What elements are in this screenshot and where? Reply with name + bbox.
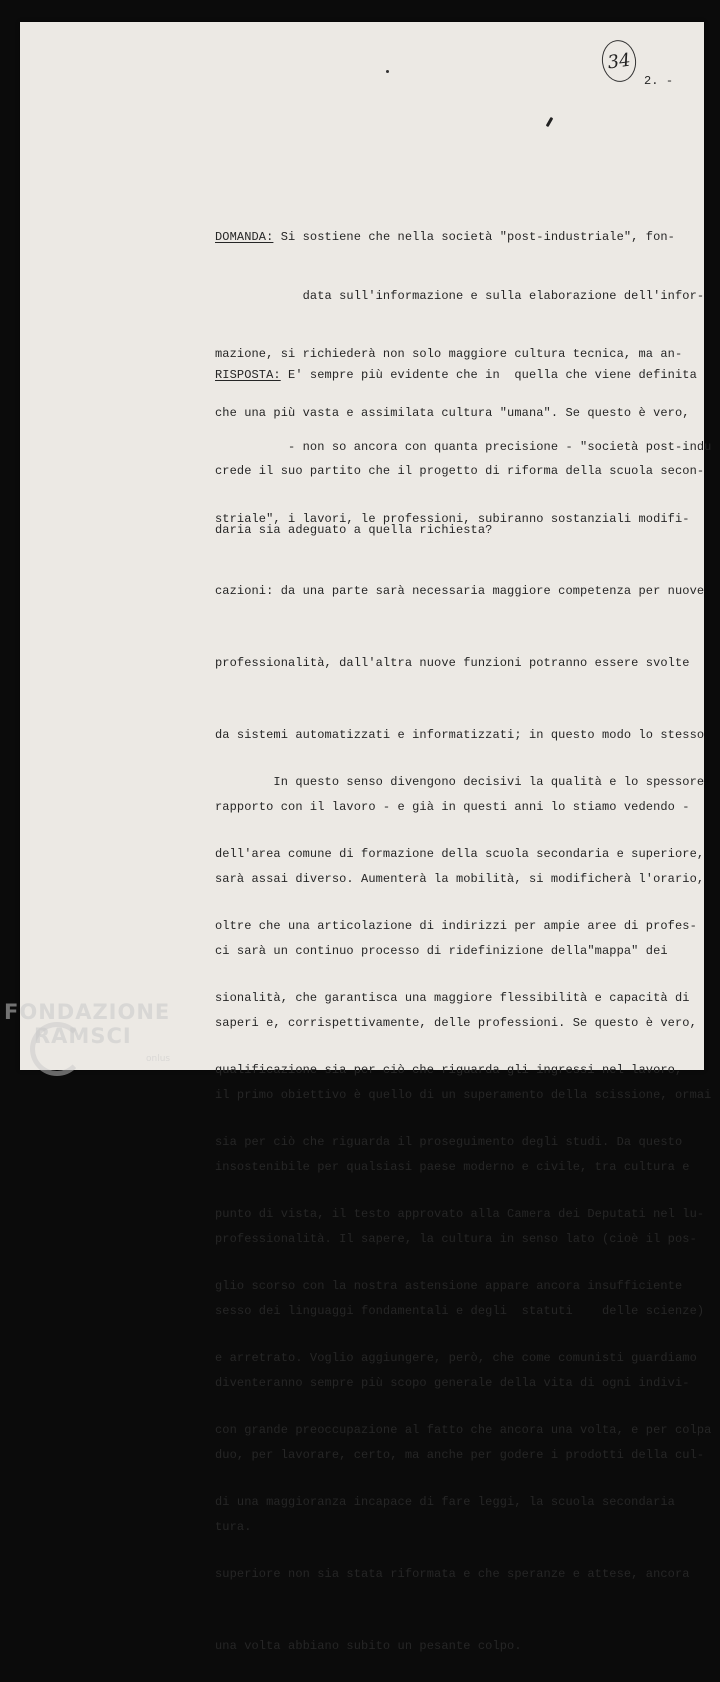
answer-line: da sistemi automatizzati e informatizzati; in questo modo lo stesso <box>215 728 705 742</box>
archive-number-stamp: 34 <box>599 38 639 84</box>
answer-line: glio scorso con la nostra astensione appare ancora insufficiente <box>215 1279 683 1293</box>
answer-line: ci sarà un continuo processo di ridefinizione della"mappa" dei <box>215 944 668 958</box>
foundation-watermark <box>4 1000 170 1048</box>
question-line: data sull'informazione e sulla elaborazione dell'infor- <box>215 288 705 303</box>
question-line: daria sia adeguato a quella richiesta? <box>215 522 493 537</box>
answer-line: superiore non sia stata riformata e che speranze e attese, ancora <box>215 1567 690 1581</box>
question-label: DOMANDA: <box>215 230 274 244</box>
answer-line: striale", i lavori, le professioni, subiranno sostanziali modifi- <box>215 512 690 526</box>
answer-line: duo, per lavorare, certo, ma anche per godere i prodotti della cul- <box>215 1448 705 1462</box>
answer-line: sesso dei linguaggi fondamentali e degli statuti delle scienze) <box>215 1304 705 1318</box>
answer-line: dell'area comune di formazione della scuola secondaria e superiore, <box>215 847 705 861</box>
answer-line: qualificazione sia per ciò che riguarda gli ingressi nel lavoro, <box>215 1063 683 1077</box>
answer-line: di una maggioranza incapace di fare leggi, la scuola secondaria <box>215 1495 675 1509</box>
watermark-line-2: RAMSCI <box>34 1024 132 1048</box>
answer-line: con grande preoccupazione al fatto che ancora una volta, e per colpa <box>215 1423 712 1437</box>
watermark-line-1: FONDAZIONE <box>4 1000 171 1024</box>
answer-label: RISPOSTA: <box>215 368 281 382</box>
ink-dot <box>386 70 389 73</box>
answer-line: il primo obiettivo è quello di un superamento della scissione, ormai <box>215 1088 712 1102</box>
watermark-g-logo-icon <box>30 1022 84 1076</box>
answer-line: punto di vista, il testo approvato alla Camera dei Deputati nel lu- <box>215 1207 705 1221</box>
answer-line: oltre che una articolazione di indirizzi per ampie aree di profes- <box>215 919 697 933</box>
answer-line: cazioni: da una parte sarà necessaria maggiore competenza per nuove <box>215 584 705 598</box>
answer-line: In questo senso divengono decisivi la qualità e lo spessore <box>215 775 705 789</box>
answer-line: una volta abbiano subito un pesante colpo. <box>215 1639 522 1653</box>
answer-line: diventeranno sempre più scopo generale della vita di ogni indivi- <box>215 1376 690 1390</box>
answer-line: sia per ciò che riguarda il proseguimento degli studi. Da questo <box>215 1135 683 1149</box>
answer-line: tura. <box>215 1520 252 1534</box>
answer-line: insostenibile per qualsiasi paese moderno e civile, tra cultura e <box>215 1160 690 1174</box>
page-number: 2. - <box>644 74 674 88</box>
question-line: crede il suo partito che il progetto di riforma della scuola secon- <box>215 464 705 478</box>
watermark-onlus: onlus <box>146 1054 171 1064</box>
answer-line: professionalità. Il sapere, la cultura in senso lato (cioè il pos- <box>215 1232 697 1246</box>
answer-line: e arretrato. Voglio aggiungere, però, che come comunisti guardiamo <box>215 1351 697 1365</box>
answer-line: professionalità, dall'altra nuove funzioni potranno essere svolte <box>215 656 690 670</box>
question-line-1: DOMANDA: Si sostiene che nella società "post-industriale", fon- <box>215 230 675 244</box>
answer-line: saperi e, corrispettivamente, delle professioni. Se questo è vero, <box>215 1016 697 1030</box>
answer-line: sarà assai diverso. Aumenterà la mobilità, si modificherà l'orario, <box>215 872 705 886</box>
answer-line: sionalità, che garantisca una maggiore flessibilità e capacità di <box>215 991 690 1005</box>
question-line: che una più vasta e assimilata cultura "umana". Se questo è vero, <box>215 405 690 420</box>
answer-line-1: RISPOSTA: E' sempre più evidente che in quella che viene definita <box>215 368 697 382</box>
question-line: mazione, si richiederà non solo maggiore cultura tecnica, ma an- <box>215 347 683 361</box>
answer-line: - non so ancora con quanta precisione - "società post-indu <box>215 440 712 454</box>
answer-paragraph-2 <box>215 722 711 1682</box>
answer-line: rapporto con il lavoro - e già in questi anni lo stiamo vedendo - <box>215 800 690 814</box>
